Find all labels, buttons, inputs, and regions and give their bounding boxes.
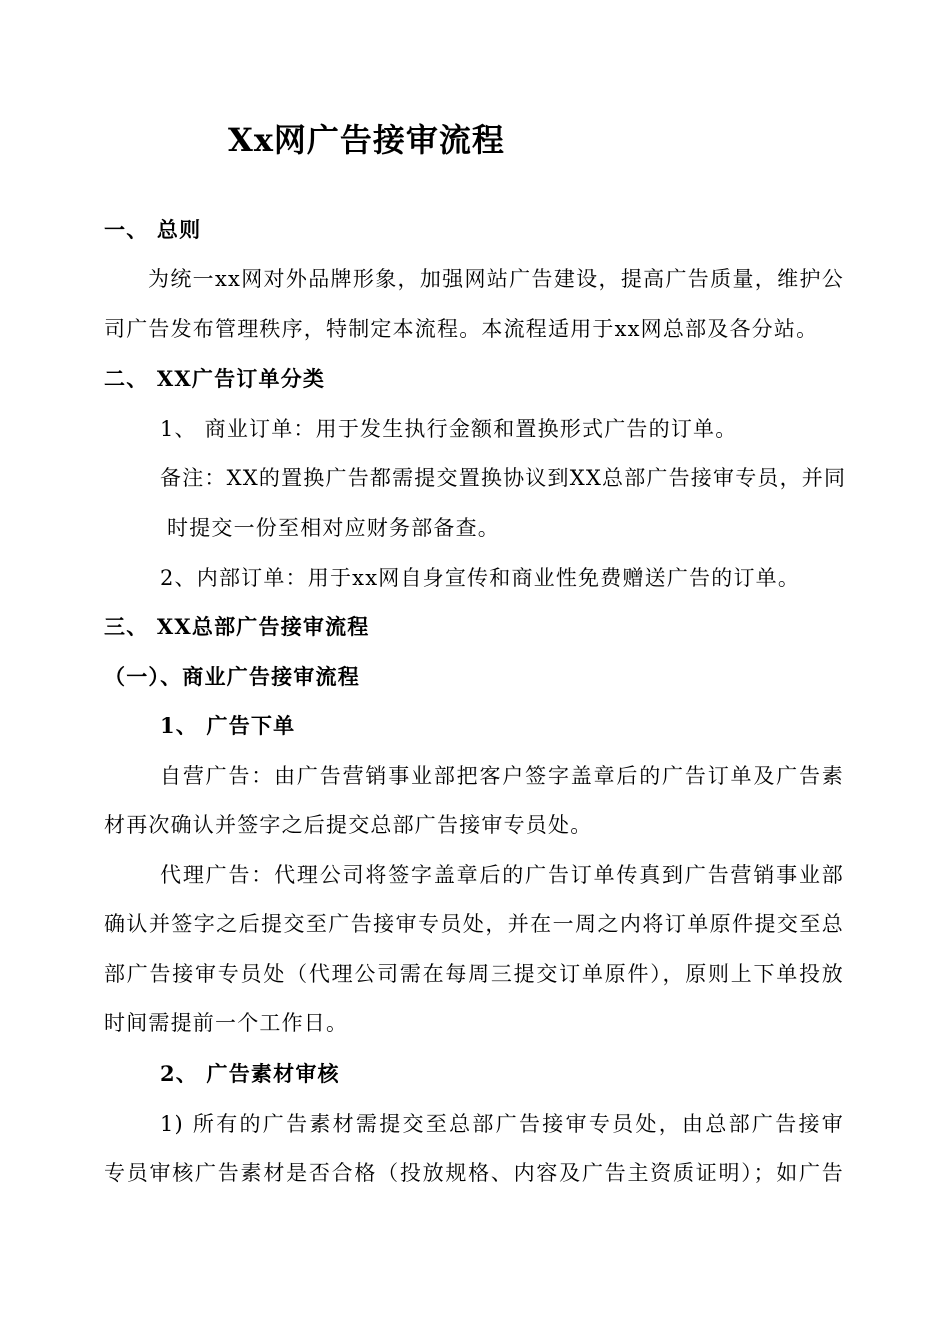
self-ad-line-1: 自营广告：由广告营销事业部把客户签字盖章后的广告订单及广告素	[160, 764, 844, 788]
agent-ad-line-1: 代理广告：代理公司将签字盖章后的广告订单传真到广告营销事业部	[160, 863, 844, 887]
section-3-subheading: （一）、商业广告接审流程	[104, 664, 360, 689]
agent-ad-line-3: 部广告接审专员处（代理公司需在每周三提交订单原件），原则上下单投放	[104, 962, 844, 986]
section-2-heading: 二、 XX广告订单分类	[104, 366, 326, 391]
section-3-step-2-heading: 2、 广告素材审核	[160, 1061, 340, 1086]
section-2-note-line-1: 备注：XX的置换广告都需提交置换协议到XX总部广告接审专员，并同	[160, 466, 847, 490]
section-3-step-1-heading: 1、 广告下单	[160, 713, 296, 738]
document-title: Xx网广告接审流程	[228, 121, 505, 159]
material-review-line-1: 1) 所有的广告素材需提交至总部广告接审专员处，由总部广告接审	[160, 1112, 844, 1136]
self-ad-line-2: 材再次确认并签字之后提交总部广告接审专员处。	[104, 813, 593, 837]
section-1-paragraph-line-1: 为统一xx网对外品牌形象，加强网站广告建设，提高广告质量，维护公	[148, 267, 844, 291]
material-review-line-2: 专员审核广告素材是否合格（投放规格、内容及广告主资质证明）；如广告	[104, 1161, 844, 1185]
agent-ad-line-2: 确认并签字之后提交至广告接审专员处，并在一周之内将订单原件提交至总	[104, 912, 844, 936]
section-3-heading: 三、 XX总部广告接审流程	[104, 614, 370, 639]
section-1-heading: 一、 总则	[104, 217, 202, 242]
section-2-item-2: 2、内部订单：用于xx网自身宣传和商业性免费赠送广告的订单。	[160, 566, 801, 590]
agent-ad-line-4: 时间需提前一个工作日。	[104, 1011, 349, 1035]
section-2-item-1: 1、 商业订单：用于发生执行金额和置换形式广告的订单。	[160, 417, 738, 441]
section-1-paragraph-line-2: 司广告发布管理秩序，特制定本流程。本流程适用于xx网总部及各分站。	[104, 317, 819, 341]
section-2-note-line-2: 时提交一份至相对应财务部备查。	[167, 516, 500, 540]
